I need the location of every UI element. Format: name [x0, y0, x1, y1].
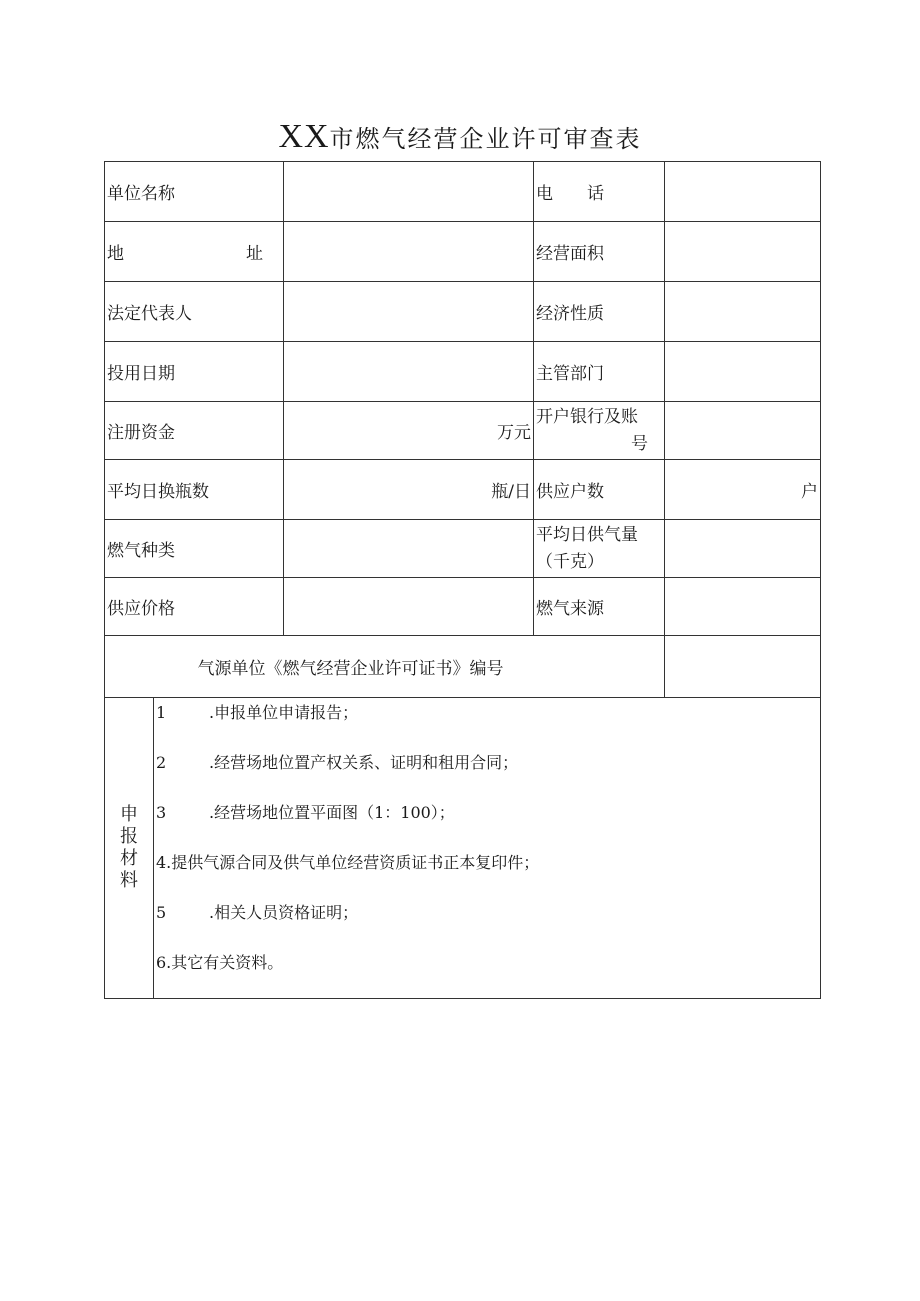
item-text: .相关人员资格证明；	[209, 903, 359, 922]
row-unit-name	[105, 162, 821, 222]
label-legal-rep: 法定代表人	[105, 282, 284, 342]
label-economic-nature: 经济性质	[534, 282, 665, 342]
label-materials-char: 料	[120, 870, 138, 891]
field-avg-gas[interactable]	[665, 520, 821, 578]
row-supply-price	[105, 578, 821, 636]
unit-households: 户	[801, 482, 818, 502]
list-item	[154, 798, 820, 848]
field-legal-rep[interactable]	[284, 282, 534, 342]
title-main: 市燃气经营企业许可审查表	[329, 125, 642, 153]
label-address	[105, 222, 284, 282]
row-legal-rep	[105, 282, 821, 342]
label-materials-char: 材	[120, 848, 138, 869]
field-phone[interactable]	[665, 162, 821, 222]
label-materials	[105, 698, 154, 999]
field-source-license[interactable]	[665, 636, 821, 698]
item-number: 2	[156, 753, 167, 772]
label-business-area: 经营面积	[534, 222, 665, 282]
label-supply-price: 供应价格	[105, 578, 284, 636]
field-start-date[interactable]	[284, 342, 534, 402]
label-source-license: 气源单位《燃气经营企业许可证书》编号	[105, 636, 665, 698]
materials-list	[154, 698, 821, 999]
row-start-date	[105, 342, 821, 402]
list-item	[154, 948, 820, 998]
label-supply-households: 供应户数	[534, 460, 665, 520]
label-address-text: 地 址	[107, 244, 263, 264]
item-number: 5	[156, 903, 167, 922]
item-text: .申报单位申请报告；	[209, 703, 359, 722]
label-gas-type: 燃气种类	[105, 520, 284, 578]
label-bank-line2: 号	[631, 433, 648, 454]
label-start-date: 投用日期	[105, 342, 284, 402]
item-text: .经营场地位置平面图（1：100）；	[209, 803, 455, 822]
item-number: 1	[156, 703, 167, 722]
field-dept[interactable]	[665, 342, 821, 402]
field-economic-nature[interactable]	[665, 282, 821, 342]
row-avg-bottles	[105, 460, 821, 520]
label-gas-source: 燃气来源	[534, 578, 665, 636]
row-source-license	[105, 636, 821, 698]
list-item	[154, 698, 820, 748]
row-address	[105, 222, 821, 282]
list-item	[154, 848, 820, 898]
field-reg-capital[interactable]	[284, 402, 534, 460]
item-text: 6.其它有关资料。	[156, 953, 284, 972]
label-reg-capital: 注册资金	[105, 402, 284, 460]
label-avg-bottles: 平均日换瓶数	[105, 460, 284, 520]
field-unit-name[interactable]	[284, 162, 534, 222]
field-avg-bottles[interactable]	[284, 460, 534, 520]
field-gas-type[interactable]	[284, 520, 534, 578]
item-text: .经营场地位置产权关系、证明和租用合同；	[209, 753, 519, 772]
label-unit-name: 单位名称	[105, 162, 284, 222]
unit-wanyuan: 万元	[497, 423, 531, 443]
label-phone: 电 话	[534, 162, 665, 222]
label-materials-char: 报	[120, 826, 138, 847]
list-item	[154, 748, 820, 798]
label-bank	[534, 402, 665, 460]
review-form-table	[104, 161, 821, 999]
label-dept: 主管部门	[534, 342, 665, 402]
label-materials-char: 申	[120, 804, 138, 825]
field-gas-source[interactable]	[665, 578, 821, 636]
item-number: 3	[156, 803, 167, 822]
list-item	[154, 898, 820, 948]
field-business-area[interactable]	[665, 222, 821, 282]
page-title	[0, 118, 920, 156]
field-supply-households[interactable]	[665, 460, 821, 520]
field-supply-price[interactable]	[284, 578, 534, 636]
label-avg-gas	[534, 520, 665, 578]
label-avg-gas-line2: （千克）	[536, 551, 604, 572]
row-reg-capital	[105, 402, 821, 460]
row-materials	[105, 698, 821, 999]
title-prefix: XX	[278, 118, 330, 155]
row-gas-type	[105, 520, 821, 578]
label-avg-gas-line1: 平均日供气量	[536, 524, 638, 545]
item-text: 4.提供气源合同及供气单位经营资质证书正本复印件；	[156, 853, 540, 872]
label-bank-line1: 开户银行及账	[536, 406, 638, 427]
field-address[interactable]	[284, 222, 534, 282]
field-bank[interactable]	[665, 402, 821, 460]
unit-bottles-per-day: 瓶/日	[491, 482, 531, 502]
